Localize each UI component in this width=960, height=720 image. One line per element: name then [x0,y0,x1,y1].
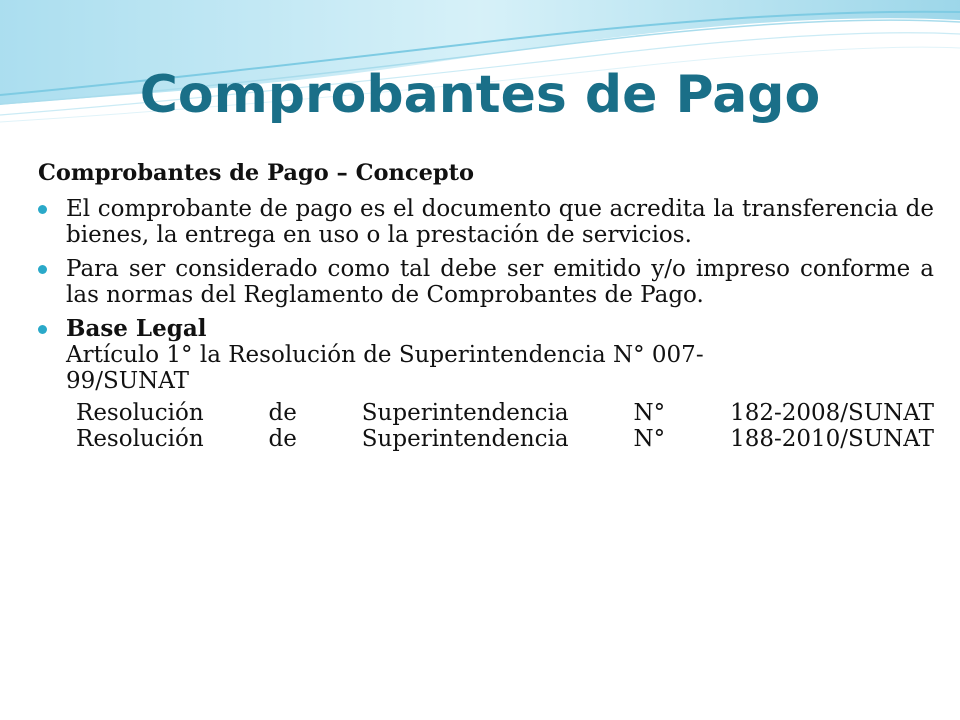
bullet-dot-icon [38,265,47,274]
slide-content [38,158,934,460]
resolution-line: Resolución de Superintendencia N° 188-2010/SUNAT [76,426,934,452]
resolution-line: Resolución de Superintendencia N° 182-2008/SUNAT [76,400,934,426]
bullet-requirement [38,256,934,308]
slide-title: Comprobantes de Pago [139,65,821,125]
bullet-requirement-text: Para ser considerado como tal debe ser emitido y/o impreso conforme a las normas del Reglamento de Comprobantes de Pago. [66,256,934,308]
bullet-definition-text: El comprobante de pago es el documento que acredita la transferencia de bienes, la entrega en uso o la prestación de servicios. [66,196,934,248]
concept-subtitle: Comprobantes de Pago – Concepto [38,160,475,186]
bullet-dot-icon [38,325,47,334]
base-legal-article-line2: 99/SUNAT [66,368,189,394]
bullet-dot-icon [38,205,47,214]
base-legal-heading: Base Legal [66,315,207,342]
bullet-definition [38,196,934,248]
base-legal-article-line1: Artículo 1° la Resolución de Superintendencia N° 007- [66,342,704,368]
bullet-base-legal [38,316,934,452]
